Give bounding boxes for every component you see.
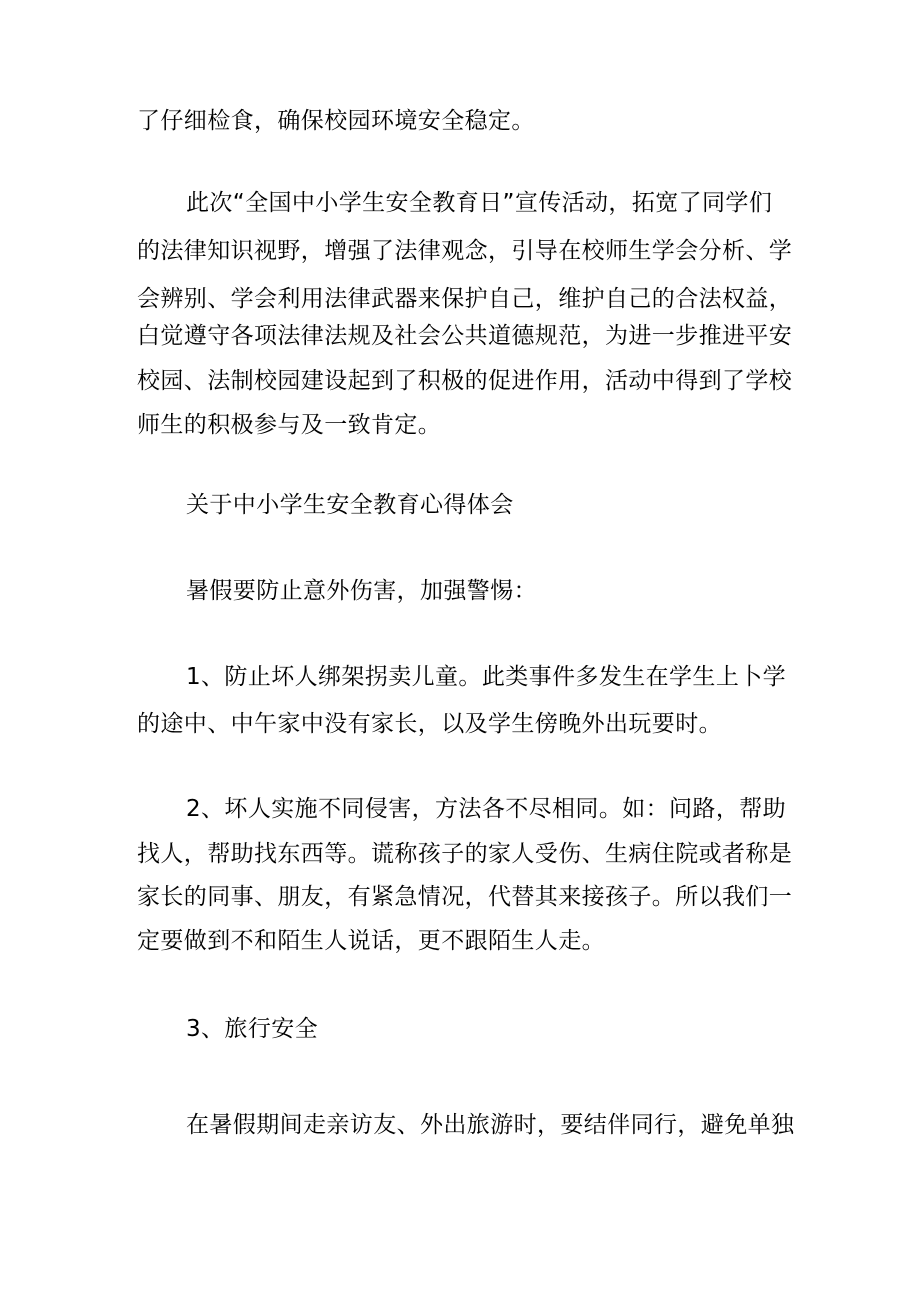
text-line: 白觉遵守各项法律法规及社会公共道德规范，为进一步推进平安 [137,323,793,349]
section-heading: 关于中小学生安全教育心得体会 [186,492,514,518]
paragraph-first-line: 在暑假期间走亲访友、外出旅游时，要结伴同行，避免单独 [186,1112,795,1138]
text-line: 校园、法制校园建设起到了积极的促进作用，活动中得到了学校 [137,368,793,394]
text-line: 的途中、中午家中没有家长，以及学生傍晚外出玩要时。 [137,711,722,737]
paragraph-first-line: 暑假要防止意外伤害，加强警惕： [186,578,537,604]
text-line: 了仔细检食，确保校园环境安全稳定。 [137,108,535,134]
list-item-1-line: 1、防止坏人绑架拐卖儿童。此类事件多发生在学生上卜学 [186,664,787,690]
text-line: 定要做到不和陌生人说话，更不跟陌生人走。 [137,928,605,954]
text-line: 找人，帮助找东西等。谎称孩子的家人受伤、生病住院或者称是 [137,841,793,867]
paragraph-first-line: 此次“全国中小学生安全教育日”宣传活动，拓宽了同学们 [186,190,773,216]
text-line: 会辨别、学会利用法律武器来保护自己，维护自己的合法权益， [137,286,793,312]
list-item-3-line: 3、旅行安全 [186,1016,319,1042]
text-line: 的法律知识视野，增强了法律观念，引导在校师生学会分析、学 [137,238,793,264]
text-line: 师生的积极参与及一致肯定。 [137,412,442,438]
list-item-2-line: 2、坏人实施不同侵害，方法各不尽相同。如：问路，帮助 [186,796,787,822]
text-line: 家长的同事、朋友，有紧急情况，代替其来接孩子。所以我们一 [137,884,793,910]
